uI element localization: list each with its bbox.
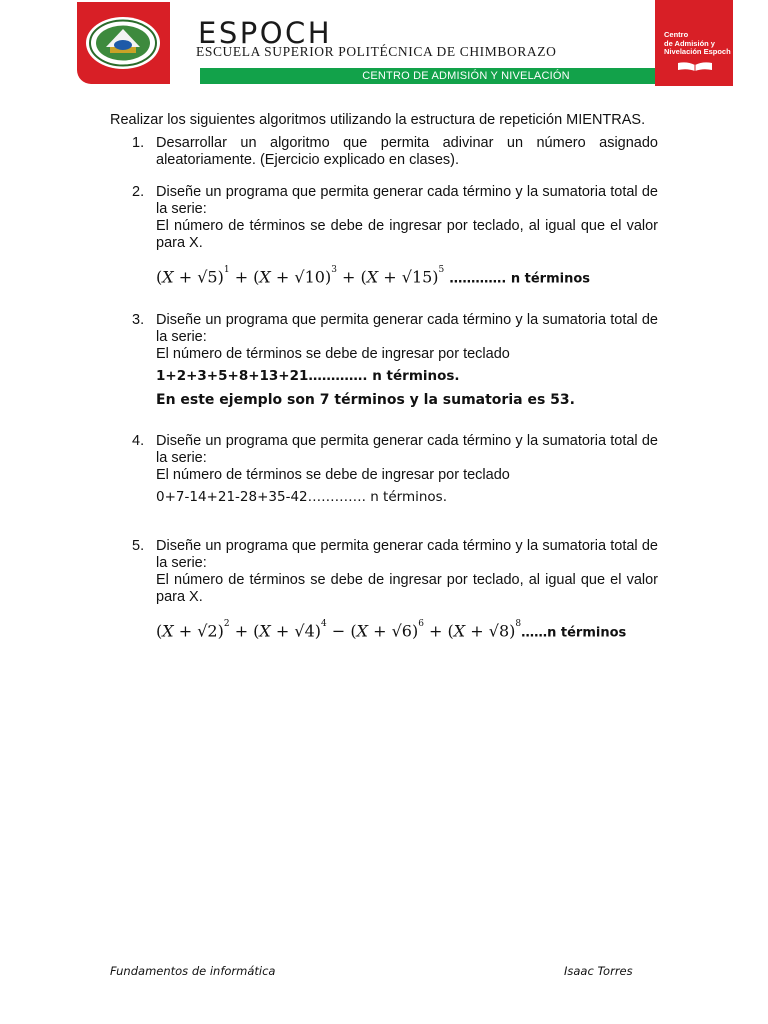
series-text: 0+7-14+21-28+35-42…………. n términos.: [156, 489, 448, 505]
exercise-2: [110, 184, 658, 290]
formula-tail: ……n términos: [521, 625, 627, 641]
formula-tail: …………. n términos: [449, 271, 590, 287]
series-formula: $(X + √2)^2 + (X + √4)^4 - (X + √6)^6 + (X$ + $√8)^8\dots\dots n$ términos: [156, 619, 627, 641]
assignment-body: [110, 112, 658, 644]
espoch-seal-icon: [84, 15, 162, 71]
exercise-number: 5.: [132, 538, 145, 554]
exercise-text: Diseñe un programa que permita generar cada término y la sumatoria total de la serie:: [156, 538, 658, 571]
admission-center-band: CENTRO DE ADMISIÓN Y NIVELACIÓN: [200, 68, 732, 84]
series-text: 1+2+3+5+8+13+21…………. n términos.: [156, 368, 460, 384]
exercise-3: [110, 312, 658, 411]
exercise-1: [110, 135, 658, 169]
institution-acronym: ESPOCH: [198, 16, 333, 50]
exercise-text: Desarrollar un algoritmo que permita adivinar un número asignado aleatoriamente. (Ejercicio explicado en clases).: [156, 135, 658, 168]
exercise-text: Diseñe un programa que permita generar cada término y la sumatoria total de la serie:: [156, 312, 658, 345]
exercise-detail: El número de términos se debe de ingresar por teclado, al igual que el valor para X.: [156, 218, 658, 251]
espoch-logo: [77, 2, 170, 84]
admission-center-logo-text: Centro de Admisión y Nivelación Espoch: [664, 30, 731, 56]
exercise-detail: El número de términos se debe de ingresar por teclado, al igual que el valor para X.: [156, 572, 658, 605]
exercise-text: Diseñe un programa que permita generar cada término y la sumatoria total de la serie:: [156, 433, 658, 466]
exercise-number: 3.: [132, 312, 145, 328]
exercise-number: 4.: [132, 433, 145, 449]
exercise-number: 2.: [132, 184, 145, 200]
document-header: [0, 0, 768, 100]
institution-name: ESCUELA SUPERIOR POLITÉCNICA DE CHIMBORAZO: [196, 44, 557, 59]
series-example: En este ejemplo son 7 términos y la sumatoria es 53.: [156, 392, 575, 408]
exercise-text: Diseñe un programa que permita generar cada término y la sumatoria total de la serie:: [156, 184, 658, 217]
exercise-4: [110, 433, 658, 508]
exercise-number: 1.: [132, 135, 145, 151]
assignment-intro: Realizar los siguientes algoritmos utilizando la estructura de repetición MIENTRAS.: [110, 112, 646, 128]
admission-center-logo: [655, 0, 733, 86]
footer-author: Isaac Torres: [564, 964, 633, 978]
open-book-icon: [677, 61, 713, 71]
series-formula: $(X + √5)^1 + (X + √10)^3 + (X + √15)^5$ …………. n términos: [156, 265, 590, 287]
footer-course: Fundamentos de informática: [110, 964, 276, 978]
exercise-5: [110, 538, 658, 644]
exercise-detail: El número de términos se debe de ingresar por teclado: [156, 346, 510, 362]
exercise-detail: El número de términos se debe de ingresar por teclado: [156, 467, 510, 483]
